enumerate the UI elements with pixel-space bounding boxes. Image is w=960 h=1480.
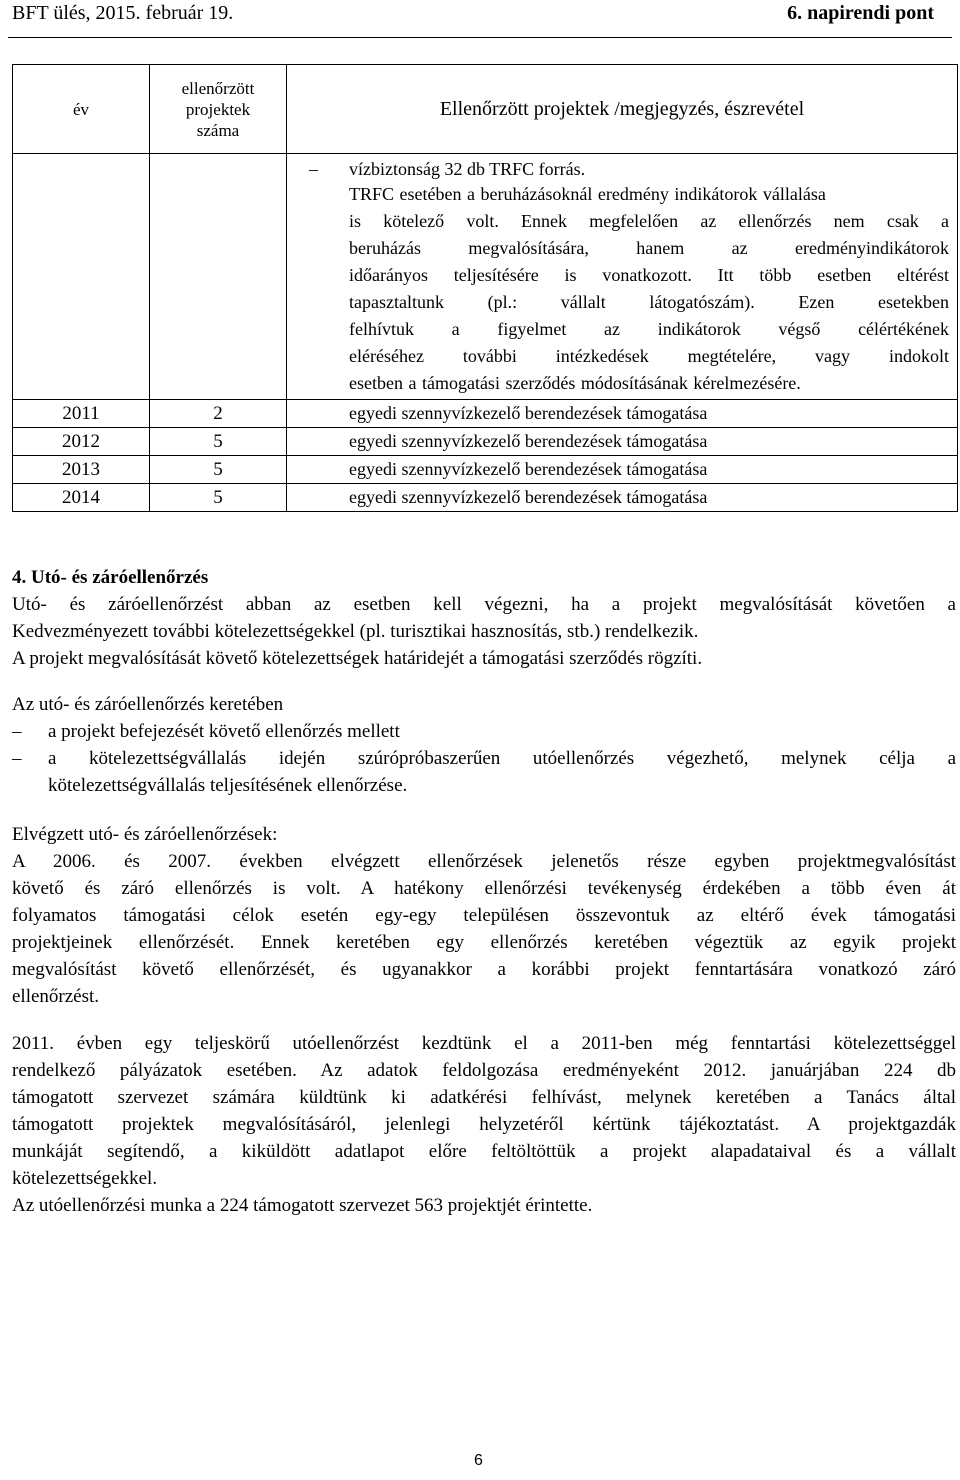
p3-line: támogatott szervezet számára küldtünk ki adatkérési felhívást, melynek keretében a Tanács által: [12, 1087, 956, 1108]
p2-line: A 2006. és 2007. években elvégzett ellenőrzések jelenetős része egyben projektmegvalósítást: [12, 851, 956, 872]
projects-table: [12, 64, 958, 512]
row-count: 5: [150, 484, 287, 512]
p2-line: folyamatos támogatási célok esetén egy-egy településen összevontuk az eltérő évek támogatási: [12, 905, 956, 926]
list-item-text: a kötelezettségvállalás idején szúrópróbaszerűen utóellenőrzés végezhető, melynek célja a: [48, 748, 956, 769]
cont-line: beruházás megvalósítására, hanem az eredményindikátorok: [349, 238, 949, 258]
header-right: 6. napirendi pont: [787, 2, 934, 24]
list-item: [12, 718, 956, 745]
header-desc: Ellenőrzött projektek /megjegyzés, észrevétel: [287, 65, 958, 154]
p2-line: követő és záró ellenőrzés is volt. A hatékony ellenőrzési tevékenység érdekében a több éven át: [12, 878, 956, 899]
header-left: BFT ülés, 2015. február 19.: [12, 2, 234, 24]
table-row: [13, 456, 958, 484]
p2-line: ellenőrzést.: [12, 986, 100, 1007]
row-count: 2: [150, 400, 287, 428]
list-item-text: kötelezettségvállalás teljesítésének ellenőrzése.: [48, 775, 408, 796]
cont-line: esetben a támogatási szerződés módosításának kérelmezésére.: [349, 373, 801, 393]
p4-line: Az utóellenőrzési munka a 224 támogatott szervezet 563 projektjét érintette.: [12, 1195, 593, 1216]
cont-bullet-text: vízbiztonság 32 db TRFC forrás.: [349, 159, 586, 179]
cont-line: eléréséhez további intézkedések megtételére, vagy indokolt: [349, 346, 949, 366]
section-body: [12, 564, 956, 1219]
cont-line: időarányos teljesítésére is vonatkozott. Itt több esetben eltérést: [349, 265, 949, 285]
dash-icon: –: [12, 748, 22, 769]
row-desc: egyedi szennyvízkezelő berendezések támogatása: [287, 456, 958, 484]
header-rule: [8, 37, 952, 38]
p3-line: kötelezettségekkel.: [12, 1168, 158, 1189]
row-desc: egyedi szennyvízkezelő berendezések támogatása: [287, 428, 958, 456]
list-item: [12, 745, 956, 799]
cont-line: tapasztaltunk (pl.: vállalt látogatószám). Ezen esetekben: [349, 292, 949, 312]
row-desc: egyedi szennyvízkezelő berendezések támogatása: [287, 484, 958, 512]
list-item-text: a projekt befejezését követő ellenőrzés mellett: [48, 721, 400, 742]
p1-line: Utó- és záróellenőrzést abban az esetben kell végezni, ha a projekt megvalósítását követően a: [12, 594, 956, 615]
table-header-row: [13, 65, 958, 154]
row-year: 2013: [13, 456, 150, 484]
page-number: 6: [474, 1452, 483, 1469]
section-title: 4. Utó- és záróellenőrzés: [12, 567, 209, 588]
cont-line: TRFC esetében a beruházásoknál eredmény indikátorok vállalása: [349, 184, 826, 204]
cont-bullet: [287, 158, 949, 181]
row-year: 2011: [13, 400, 150, 428]
p1-line: A projekt megvalósítását követő kötelezettségek határidejét a támogatási szerződés rögzíti.: [12, 648, 703, 669]
p3-line: rendelkező pályázatok esetében. Az adatok feldolgozása eredményeként 2012. januárjában 224 db: [12, 1060, 956, 1081]
row-count: 5: [150, 456, 287, 484]
dash-icon: –: [309, 159, 318, 179]
cont-year-cell: [13, 154, 150, 400]
p3-line: munkáját segítendő, a kiküldött adatlapot előre feltöltöttük a projekt alapadataival és a vállalt: [12, 1141, 956, 1162]
row-count: 5: [150, 428, 287, 456]
table-row: [13, 428, 958, 456]
dash-icon: –: [12, 721, 22, 742]
p3-line: támogatott projektek megvalósításáról, jelenlegi helyzetéről kértünk tájékoztatást. A projektgazdák: [12, 1114, 956, 1135]
cont-desc-cell: [287, 154, 958, 400]
row-year: 2014: [13, 484, 150, 512]
intro-line: Az utó- és záróellenőrzés keretében: [12, 694, 284, 715]
row-year: 2012: [13, 428, 150, 456]
continuation-row: [13, 154, 958, 400]
cont-line: is kötelező volt. Ennek megfelelően az ellenőrzés nem csak a: [349, 211, 949, 231]
done-label: Elvégzett utó- és záróellenőrzések:: [12, 824, 278, 845]
header-year: év: [13, 65, 150, 154]
p2-line: megvalósítást követő ellenőrzését, és ugyanakkor a korábbi projekt fenntartására vonatkozó záró: [12, 959, 956, 980]
p3-line: 2011. évben egy teljeskörű utóellenőrzést kezdtünk el a 2011-ben még fenntartási kötelezettséggel: [12, 1033, 956, 1054]
p2-line: projektjeinek ellenőrzését. Ennek keretében egy ellenőrzés keretében végeztük az egyik projekt: [12, 932, 956, 953]
table-row: [13, 400, 958, 428]
cont-line: felhívtuk a figyelmet az indikátorok végső célértékének: [349, 319, 949, 339]
table-row: [13, 484, 958, 512]
p1-line: Kedvezményezett további kötelezettségekkel (pl. turisztikai hasznosítás, stb.) rendelkezik.: [12, 621, 699, 642]
row-desc: egyedi szennyvízkezelő berendezések támogatása: [287, 400, 958, 428]
header-count: [150, 65, 287, 154]
header-count-text: ellenőrzött projektek száma: [181, 78, 255, 140]
cont-count-cell: [150, 154, 287, 400]
cont-paragraph: [287, 181, 949, 397]
